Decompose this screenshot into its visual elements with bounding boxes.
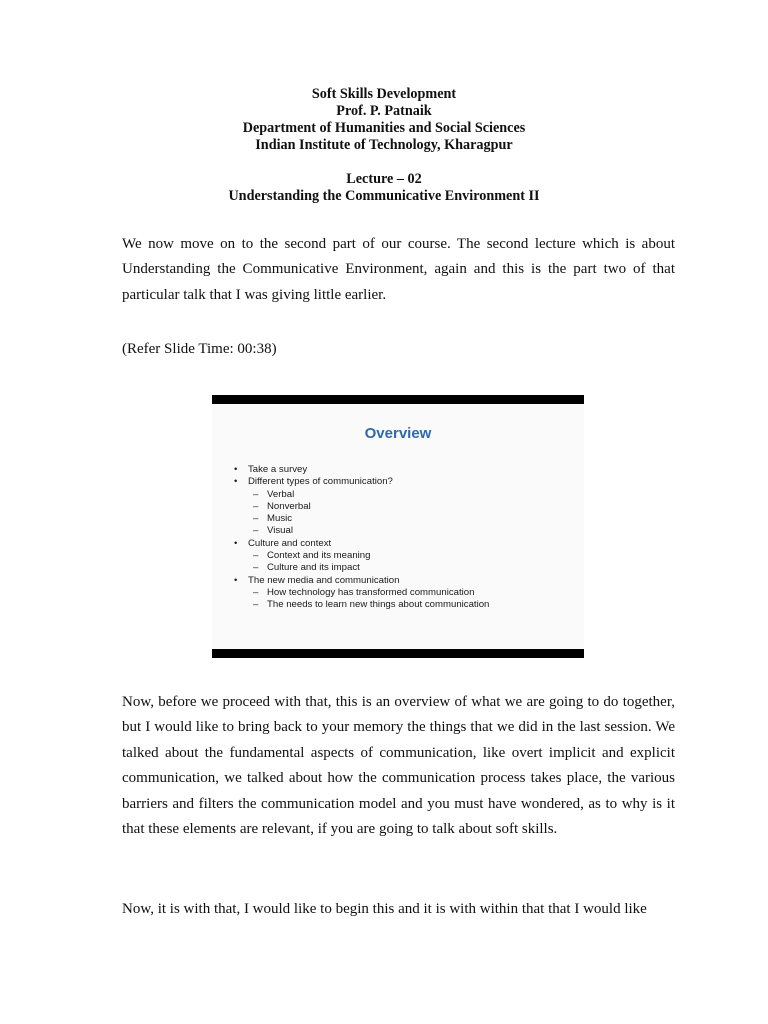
body-paragraph-3: Now, it is with that, I would like to begin this and it is with within that that I would like: [122, 901, 647, 917]
slide-item-text: The new media and communication: [248, 574, 400, 586]
slide-item-text: Music: [267, 513, 293, 525]
slide-image: [212, 395, 584, 658]
slide-item-text: Culture and its impact: [267, 562, 360, 574]
lecture-number: Lecture – 02: [346, 171, 422, 187]
slide-sub-item: [234, 599, 489, 611]
slide-item-text: The needs to learn new things about communication: [267, 599, 490, 611]
body-paragraph-2: Now, before we proceed with that, this is an overview of what we are going to do together, but I would like to bring back to your memory the things that we did in the last session. We talked about the fundamental aspects of communication, like overt implicit and explicit communication, we talked about how the communication process takes place, the various barriers and filters the communication model and you must have wondered, as to why is it that these elements are relevant, if you are going to talk about soft skills.: [122, 694, 675, 838]
slide-item-text: Context and its meaning: [267, 550, 371, 562]
dash-marker: –: [253, 525, 259, 537]
bullet-marker: •: [234, 574, 238, 586]
bullet-marker: •: [234, 464, 238, 475]
course-title: Soft Skills Development: [311, 86, 457, 102]
dash-marker: –: [253, 562, 259, 574]
institute-name: Indian Institute of Technology, Kharagpur: [255, 137, 513, 153]
bullet-marker: •: [234, 537, 238, 549]
dash-marker: –: [253, 586, 259, 598]
slide-item-text: Nonverbal: [267, 500, 311, 512]
slide-sub-item: [234, 562, 489, 574]
slide-item-text: Take a survey: [248, 464, 308, 475]
slide-sub-item: [234, 587, 489, 599]
slide-item-text: Different types of communication?: [248, 476, 393, 488]
slide-bottom-bar: [212, 649, 584, 658]
slide-bullet-item: [234, 538, 489, 550]
slide-bullet-item: [234, 575, 489, 587]
dash-marker: –: [253, 550, 259, 562]
slide-item-text: Verbal: [267, 488, 295, 500]
slide-top-bar: [212, 395, 584, 404]
dash-marker: –: [253, 513, 259, 525]
slide-bullet-item: [234, 464, 489, 476]
slide-bullet-list: [234, 464, 489, 612]
bullet-marker: •: [234, 476, 238, 488]
lecture-title: Understanding the Communicative Environment II: [228, 188, 540, 204]
slide-item-text: Culture and context: [248, 537, 332, 549]
dash-marker: –: [253, 488, 259, 500]
slide-reference: (Refer Slide Time: 00:38): [122, 341, 277, 357]
slide-sub-item: [234, 513, 489, 525]
dash-marker: –: [253, 500, 259, 512]
professor-name: Prof. P. Patnaik: [336, 103, 432, 119]
slide-title: Overview: [364, 425, 432, 442]
document-header: [0, 86, 768, 205]
intro-paragraph: We now move on to the second part of our course. The second lecture which is about Understanding the Communicative Environment, again and this is the part two of that particular talk that I was giving little earlier.: [122, 236, 675, 303]
slide-item-text: How technology has transformed communication: [267, 586, 475, 598]
slide-item-text: Visual: [267, 525, 293, 537]
dash-marker: –: [253, 599, 259, 611]
slide-sub-item: [234, 550, 489, 562]
slide-sub-item: [234, 525, 489, 537]
slide-sub-item: [234, 501, 489, 513]
slide-sub-item: [234, 489, 489, 501]
department-name: Department of Humanities and Social Sciences: [242, 120, 526, 136]
slide-bullet-item: [234, 476, 489, 488]
